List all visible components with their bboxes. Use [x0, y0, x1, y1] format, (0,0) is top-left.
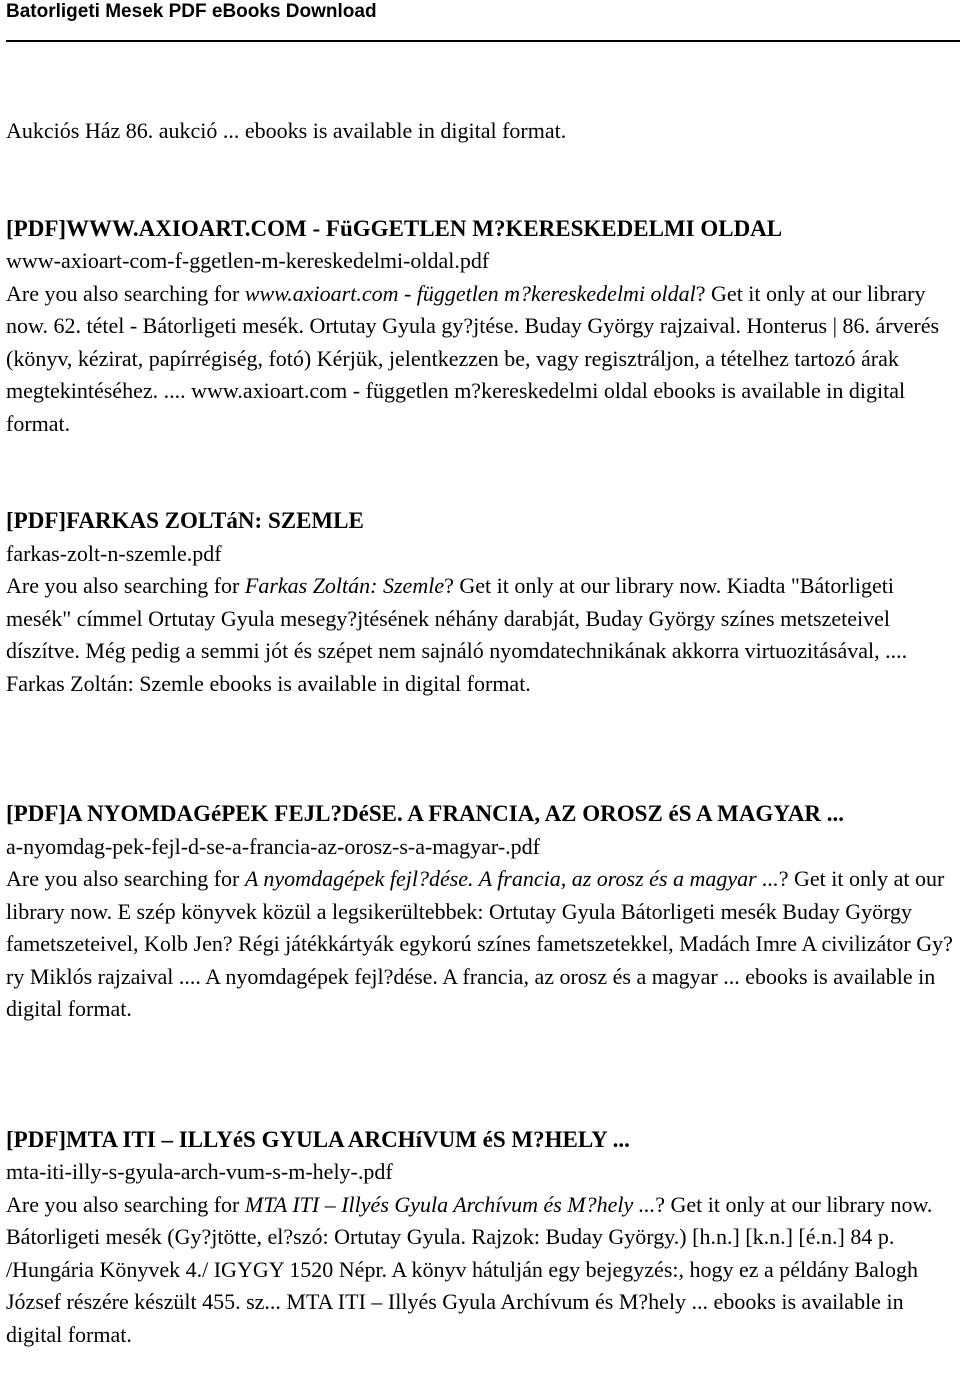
result-filename: farkas-zolt-n-szemle.pdf [6, 540, 222, 566]
result-filename: www-axioart-com-f-ggetlen-m-kereskedelmi-oldal.pdf [6, 248, 490, 273]
main-content [6, 115, 956, 1351]
header-divider [6, 40, 960, 42]
result-title-link[interactable]: [PDF]A NYOMDAGéPEK FEJL?DéSE. A FRANCIA, AZ OROSZ éS A MAGYAR ... [6, 801, 845, 826]
search-result [6, 798, 956, 1026]
result-text: ? Get it only at our library now. Bátorligeti mesék (Gy?jtötte, el?szó: Ortutay Gyula. Rajzok: Buday György.) [h.n.] [k.n.] [é.n.] 84 p. /Hungária Könyvek 4./ IGYGY 1520 Népr. A könyv hátulján egy bejegyzés:, hogy ez a példány Balogh József részére készült 455. sz... MTA ITI – Illyés Gyula Archívum és M?hely ... ebooks is available in digital format. [6, 1191, 933, 1347]
search-result [6, 505, 956, 700]
result-prefix: Are you also searching for [6, 1191, 245, 1217]
result-description [6, 863, 956, 1026]
result-title-link[interactable]: [PDF]MTA ITI – ILLYéS GYULA ARCHíVUM éS M?HELY ... [6, 1126, 630, 1152]
result-query: MTA ITI – Illyés Gyula Archívum és M?hely ... [244, 1191, 656, 1217]
result-prefix: Are you also searching for [6, 866, 245, 891]
result-title-link[interactable]: [PDF]FARKAS ZOLTáN: SZEMLE [6, 508, 364, 533]
intro-text: Aukciós Ház 86. aukció ... ebooks is available in digital format. [6, 118, 567, 143]
result-query: www.axioart.com - független m?kereskedelmi oldal [244, 280, 696, 306]
result-text: ? Get it only at our library now. E szép könyvek közül a legsikerültebbek: Ortutay Gyula Bátorligeti mesék Buday György fametszeteivel, Kolb Jen? Régi játékkártyák egykorú színes fametszetekkel, Madách Imre A civilizátor Gy?ry Miklós rajzaival .... A nyomdagépek fejl?dése. A francia, az orosz és a magyar ... ebooks is available in digital format. [6, 866, 953, 1021]
result-title-link[interactable]: [PDF]WWW.AXIOART.COM - FüGGETLEN M?KERESKEDELMI OLDAL [6, 215, 783, 241]
search-result [6, 213, 956, 441]
page-header-title: Batorligeti Mesek PDF eBooks Download [6, 1, 377, 22]
result-description [6, 1189, 956, 1352]
result-filename: mta-iti-illy-s-gyula-arch-vum-s-m-hely-.pdf [6, 1159, 393, 1184]
result-query: Farkas Zoltán: Szemle [244, 573, 445, 598]
result-prefix: Are you also searching for [6, 573, 245, 598]
result-prefix: Are you also searching for [6, 280, 245, 306]
result-text: ? Get it only at our library now. 62. tétel - Bátorligeti mesék. Ortutay Gyula gy?jtése. Buday György rajzaival. Honterus | 86. árverés (könyv, kézirat, papírrégiség, fotó) Kérjük, jelentkezzen be, vagy regisztráljon, a tételhez tartozó árak megtekintéséhez. .... www.axioart.com - független m?kereskedelmi oldal ebooks is available in digital format. [6, 280, 940, 436]
result-query: A nyomdagépek fejl?dése. A francia, az orosz és a magyar ... [244, 866, 779, 891]
result-description [6, 570, 956, 700]
search-result [6, 1124, 956, 1352]
result-description [6, 278, 956, 441]
result-text: ? Get it only at our library now. Kiadta "Bátorligeti mesék" címmel Ortutay Gyula mesegy?jtésének néhány darabját, Buday György színes metszeteivel díszítve. Még pedig a semmi jót és szépet nem sajnáló nyomdatechnikának akkorra virtuozitásával, .... Farkas Zoltán: Szemle ebooks is available in digital format. [6, 573, 908, 696]
result-filename: a-nyomdag-pek-fejl-d-se-a-francia-az-orosz-s-a-magyar-.pdf [6, 833, 540, 859]
